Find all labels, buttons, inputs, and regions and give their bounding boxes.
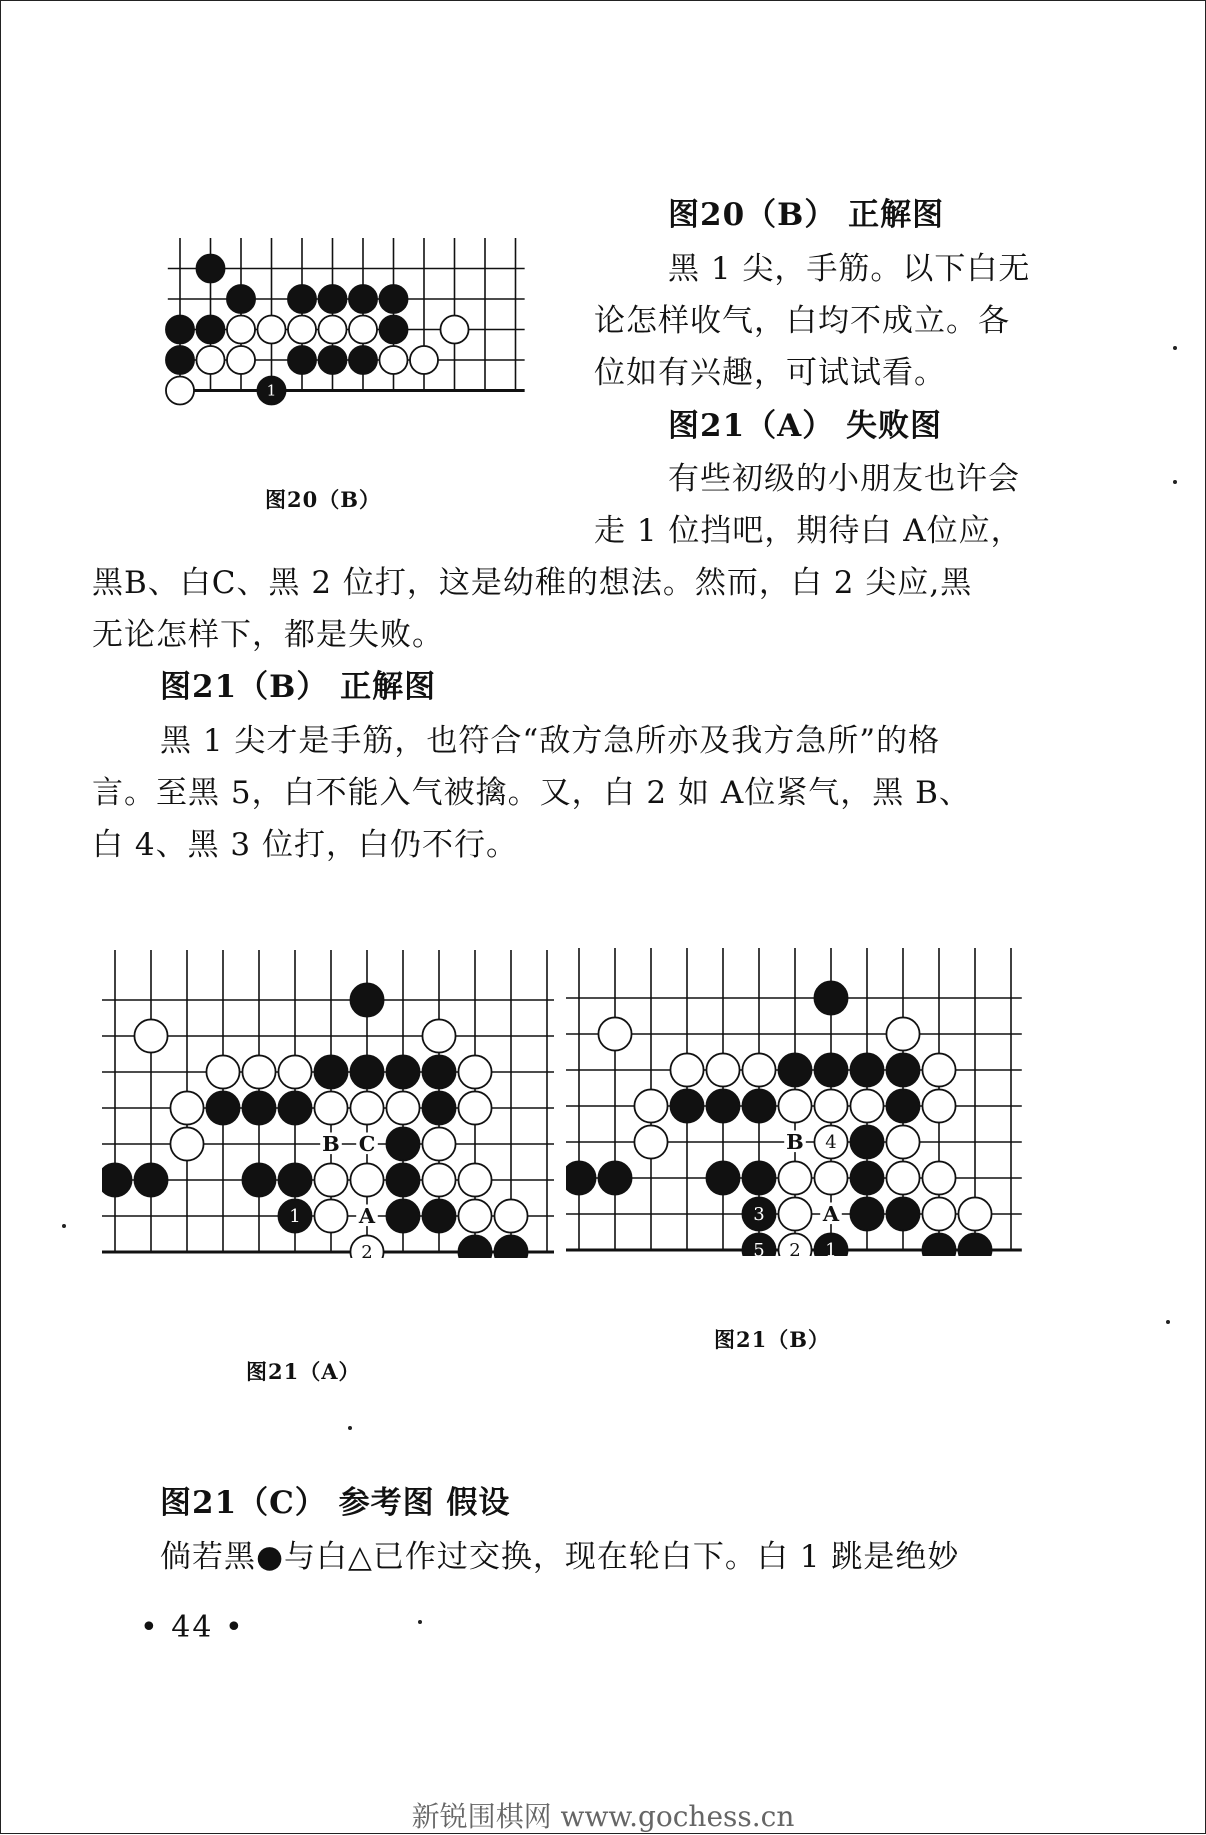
para-20b-line-3: 位如有兴趣，可试试看。: [594, 355, 946, 391]
white-stone: [634, 1089, 667, 1122]
black-stone: [494, 1235, 527, 1258]
black-stone: [196, 315, 224, 343]
stone-move-number: 1: [825, 1240, 837, 1256]
white-stone: [314, 1163, 347, 1196]
caption-20b: 图20（B）: [265, 487, 381, 512]
black-stone: [422, 1055, 455, 1088]
point-mark-label: B: [322, 1131, 340, 1157]
black-stone: [566, 1161, 596, 1194]
black-stone: [386, 1127, 419, 1160]
white-stone: [634, 1125, 667, 1158]
para-21a-line-3: 黑B、白C、黑 2 位打，这是幼稚的想法。然而，白 2 尖应,黑: [92, 565, 973, 601]
white-stone: [170, 1127, 203, 1160]
white-stone: [314, 1091, 347, 1124]
white-stone: [958, 1197, 991, 1230]
point-mark-label: B: [786, 1129, 804, 1155]
go-diagram-21a: [102, 950, 554, 1258]
white-stone: [922, 1161, 955, 1194]
black-stone: [422, 1199, 455, 1232]
black-stone: [458, 1235, 491, 1258]
black-stone: [886, 1053, 919, 1086]
black-stone: [278, 1163, 311, 1196]
white-stone: [706, 1053, 739, 1086]
para-21a-line-2: 走 1 位挡吧，期待白 A位应，: [594, 513, 1023, 549]
para-21c-line-1: 倘若黑●与白△已作过交换，现在轮白下。白 1 跳是绝妙: [160, 1539, 960, 1575]
white-stone: [242, 1055, 275, 1088]
white-stone: [410, 346, 438, 374]
white-stone: [922, 1197, 955, 1230]
black-stone: [386, 1163, 419, 1196]
white-stone: [440, 315, 468, 343]
black-stone: [350, 983, 383, 1016]
white-stone: [318, 315, 346, 343]
white-stone: [379, 346, 407, 374]
point-mark-label: A: [822, 1201, 840, 1227]
black-stone: [598, 1161, 631, 1194]
white-stone: [227, 346, 255, 374]
black-stone: [196, 254, 224, 282]
white-stone: [350, 1091, 383, 1124]
white-stone: [458, 1163, 491, 1196]
go-diagram-21b: [566, 948, 1026, 1256]
point-mark-label: A: [358, 1203, 376, 1229]
black-stone: [166, 346, 194, 374]
black-stone: [386, 1055, 419, 1088]
white-stone: [886, 1161, 919, 1194]
white-stone: [278, 1055, 311, 1088]
black-stone: [814, 1053, 847, 1086]
para-21b-line-1: 黑 1 尖才是手筋，也符合“敌方急所亦及我方急所”的格: [160, 723, 941, 759]
stone-move-number: 1: [266, 381, 277, 400]
white-stone: [778, 1089, 811, 1122]
stone-move-number: 2: [361, 1242, 373, 1258]
black-stone: [379, 285, 407, 313]
scan-speck: [1166, 1320, 1170, 1324]
white-stone: [598, 1017, 631, 1050]
white-stone: [458, 1199, 491, 1232]
site-watermark: 新锐围棋网 www.gochess.cn: [411, 1800, 795, 1833]
white-stone: [670, 1053, 703, 1086]
point-mark-label: C: [358, 1131, 376, 1157]
white-stone: [227, 315, 255, 343]
white-stone: [494, 1199, 527, 1232]
stone-move-number: 2: [789, 1240, 801, 1256]
scan-speck: [1173, 346, 1177, 350]
page-number: • 44 •: [140, 1610, 245, 1645]
scan-speck: [1173, 480, 1177, 484]
para-21a-line-1: 有些初级的小朋友也许会: [668, 461, 1020, 497]
stone-move-number: 5: [753, 1240, 765, 1256]
black-stone: [318, 285, 346, 313]
black-stone: [850, 1125, 883, 1158]
black-stone: [349, 285, 377, 313]
black-stone: [318, 346, 346, 374]
white-stone: [166, 376, 194, 404]
black-stone: [850, 1053, 883, 1086]
black-stone: [814, 981, 847, 1014]
heading-21c: 图21（C） 参考图 假设: [160, 1485, 511, 1521]
white-stone: [257, 315, 285, 343]
scan-speck: [348, 1426, 352, 1430]
black-stone: [227, 285, 255, 313]
white-stone: [196, 346, 224, 374]
black-stone: [706, 1161, 739, 1194]
black-stone: [958, 1233, 991, 1256]
white-stone: [350, 1163, 383, 1196]
scan-speck: [62, 1224, 66, 1228]
black-stone: [206, 1091, 239, 1124]
white-stone: [458, 1091, 491, 1124]
white-stone: [886, 1125, 919, 1158]
white-stone: [314, 1199, 347, 1232]
black-stone: [379, 315, 407, 343]
black-stone: [134, 1163, 167, 1196]
white-stone: [814, 1161, 847, 1194]
black-stone: [422, 1091, 455, 1124]
heading-21a: 图21（A） 失败图: [668, 408, 942, 444]
para-20b-line-1: 黑 1 尖，手筋。以下白无: [668, 251, 1031, 287]
white-stone: [422, 1163, 455, 1196]
para-21b-line-2: 言。至黑 5，白不能入气被擒。又，白 2 如 A位紧气，黑 B、: [92, 775, 971, 811]
white-stone: [458, 1055, 491, 1088]
para-20b-line-2: 论怎样收气，白均不成立。各: [594, 303, 1010, 339]
white-stone: [886, 1017, 919, 1050]
black-stone: [886, 1197, 919, 1230]
black-stone: [742, 1089, 775, 1122]
black-stone: [166, 315, 194, 343]
black-stone: [778, 1053, 811, 1086]
heading-21b: 图21（B） 正解图: [160, 669, 437, 705]
black-stone: [922, 1233, 955, 1256]
black-stone: [350, 1055, 383, 1088]
black-stone: [670, 1089, 703, 1122]
black-stone: [288, 346, 316, 374]
white-stone: [422, 1019, 455, 1052]
stone-move-number: 4: [825, 1132, 837, 1154]
para-21a-line-4: 无论怎样下，都是失败。: [92, 617, 444, 653]
white-stone: [386, 1091, 419, 1124]
black-stone: [242, 1091, 275, 1124]
black-stone: [742, 1161, 775, 1194]
scan-speck: [418, 1620, 422, 1624]
black-stone: [102, 1163, 132, 1196]
white-stone: [778, 1161, 811, 1194]
caption-21a: 图21（A）: [246, 1359, 361, 1384]
para-21b-line-3: 白 4、黑 3 位打，白仍不行。: [92, 827, 519, 863]
black-stone: [850, 1161, 883, 1194]
white-stone: [742, 1053, 775, 1086]
heading-20b: 图20（B） 正解图: [668, 197, 945, 233]
black-stone: [278, 1091, 311, 1124]
white-stone: [922, 1089, 955, 1122]
black-stone: [386, 1199, 419, 1232]
stone-move-number: 3: [753, 1204, 765, 1226]
white-stone: [814, 1089, 847, 1122]
white-stone: [778, 1197, 811, 1230]
black-stone: [242, 1163, 275, 1196]
black-stone: [314, 1055, 347, 1088]
caption-21b: 图21（B）: [714, 1327, 830, 1352]
white-stone: [422, 1127, 455, 1160]
black-stone: [850, 1197, 883, 1230]
black-stone: [349, 346, 377, 374]
black-stone: [288, 285, 316, 313]
black-stone: [706, 1089, 739, 1122]
white-stone: [170, 1091, 203, 1124]
white-stone: [288, 315, 316, 343]
go-diagram-20b: [138, 238, 558, 448]
stone-move-number: 1: [289, 1206, 301, 1228]
black-stone: [886, 1089, 919, 1122]
white-stone: [134, 1019, 167, 1052]
white-stone: [922, 1053, 955, 1086]
white-stone: [349, 315, 377, 343]
white-stone: [850, 1089, 883, 1122]
white-stone: [206, 1055, 239, 1088]
